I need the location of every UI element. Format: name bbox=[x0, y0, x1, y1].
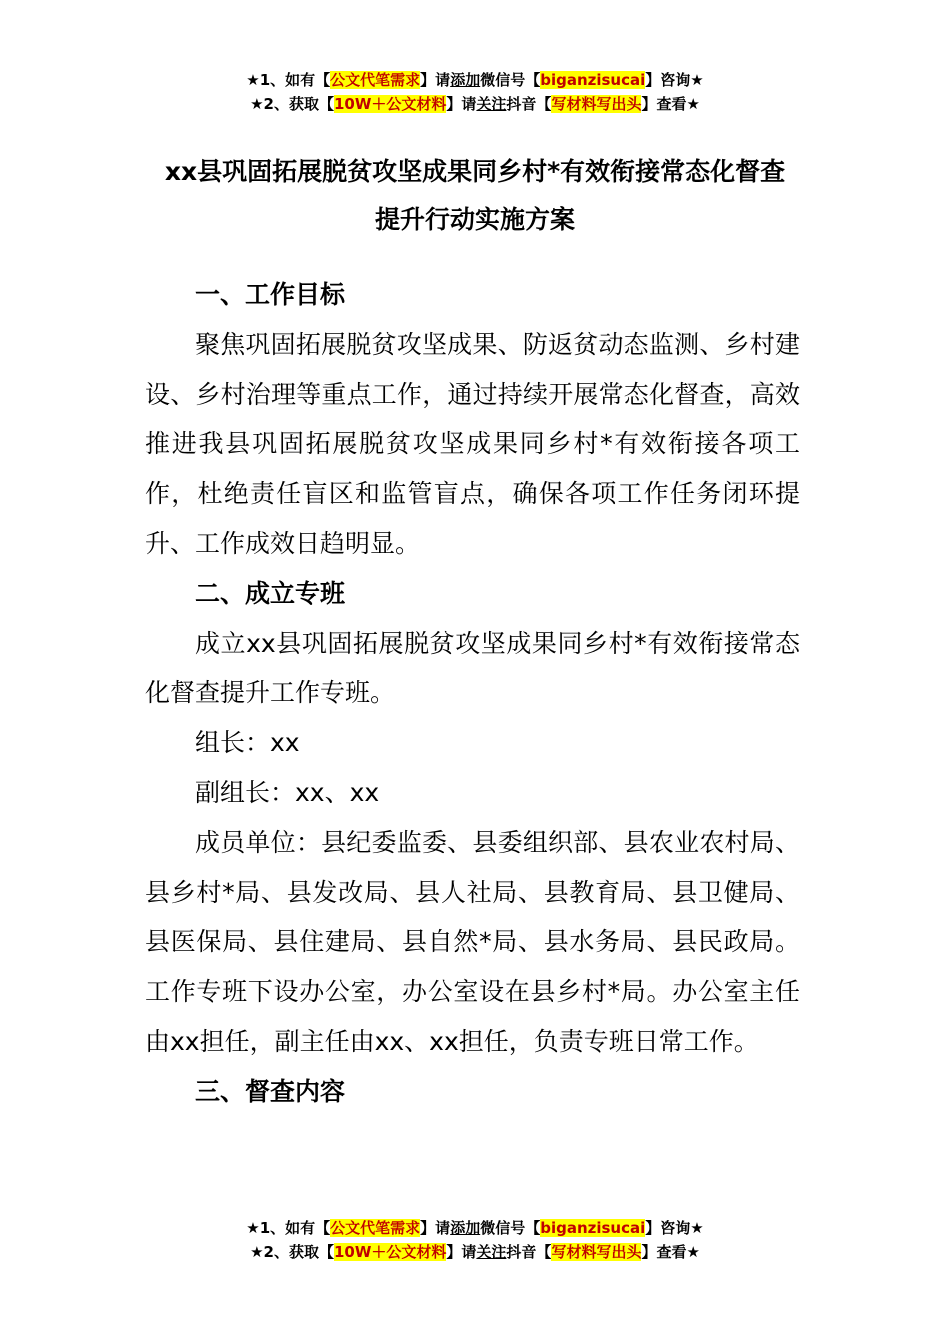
promo-text: 微信号【 bbox=[480, 71, 541, 89]
paragraph-team: 成立xx县巩固拓展脱贫攻坚成果同乡村*有效衔接常态化督查提升工作专班。 bbox=[145, 628, 800, 708]
promo-highlight: 公文代笔需求 bbox=[330, 71, 421, 89]
paragraph-members: 成员单位：县纪委监委、县委组织部、县农业农村局、县乡村*局、县发改局、县人社局、县教育局、县卫健局、县医保局、县住建局、县自然*局、县水务局、县民政局。工作专班下设办公室，办公室设在县乡村*局。办公室主任由xx担任，副主任由xx、xx担任，负责专班日常工作。 bbox=[145, 827, 800, 1056]
promo-highlight: 公文代笔需求 bbox=[330, 1219, 421, 1237]
promo-text: 】请 bbox=[420, 1219, 451, 1237]
title-line-1: xx县巩固拓展脱贫攻坚成果同乡村*有效衔接常态化督查 bbox=[164, 157, 786, 186]
promo-underlined: 添加 bbox=[450, 1219, 481, 1237]
promo-text: ★2、获取【 bbox=[250, 95, 334, 113]
promo-line-2 bbox=[0, 92, 950, 116]
promo-douyin-id: 写材料写出头 bbox=[551, 1243, 642, 1261]
section-heading-content: 三、督查内容 bbox=[195, 1076, 346, 1106]
promo-text: 】请 bbox=[446, 1243, 477, 1261]
promo-header bbox=[0, 68, 950, 116]
paragraph-deputy-leader: 副组长：xx、xx bbox=[195, 777, 380, 807]
promo-text: 】查看★ bbox=[641, 1243, 700, 1261]
promo-text: 抖音【 bbox=[506, 1243, 552, 1261]
promo-text: ★1、如有【 bbox=[246, 71, 331, 89]
promo-underlined: 关注 bbox=[476, 95, 507, 113]
promo-footer bbox=[0, 1216, 950, 1264]
promo-text: 】查看★ bbox=[641, 95, 700, 113]
title-line-2: 提升行动实施方案 bbox=[374, 205, 575, 234]
promo-text: ★2、获取【 bbox=[250, 1243, 334, 1261]
section-heading-team: 二、成立专班 bbox=[195, 578, 346, 608]
promo-text: ★1、如有【 bbox=[246, 1219, 331, 1237]
promo-line-1 bbox=[0, 68, 950, 92]
promo-line-1 bbox=[0, 1216, 950, 1240]
paragraph-goals: 聚焦巩固拓展脱贫攻坚成果、防返贫动态监测、乡村建设、乡村治理等重点工作，通过持续开展常态化督查，高效推进我县巩固拓展脱贫攻坚成果同乡村*有效衔接各项工作，杜绝责任盲区和监管盲点，确保各项工作任务闭环提升、工作成效日趋明显。 bbox=[145, 329, 800, 558]
document-body bbox=[145, 270, 800, 1117]
promo-text: 微信号【 bbox=[480, 1219, 541, 1237]
promo-douyin-id: 写材料写出头 bbox=[551, 95, 642, 113]
promo-wechat-id: biganzisucai bbox=[540, 71, 646, 89]
promo-highlight: 10W＋公文材料 bbox=[333, 1243, 447, 1261]
promo-underlined: 添加 bbox=[450, 71, 481, 89]
document-title bbox=[100, 148, 850, 244]
promo-underlined: 关注 bbox=[476, 1243, 507, 1261]
promo-text: 】咨询★ bbox=[645, 1219, 704, 1237]
promo-text: 】请 bbox=[420, 71, 451, 89]
promo-wechat-id: biganzisucai bbox=[540, 1219, 646, 1237]
paragraph-leader: 组长：xx bbox=[195, 728, 300, 758]
section-heading-goals: 一、工作目标 bbox=[195, 280, 346, 309]
promo-text: 抖音【 bbox=[506, 95, 552, 113]
promo-text: 】请 bbox=[446, 95, 477, 113]
promo-highlight: 10W＋公文材料 bbox=[333, 95, 447, 113]
promo-text: 】咨询★ bbox=[645, 71, 704, 89]
promo-line-2 bbox=[0, 1240, 950, 1264]
